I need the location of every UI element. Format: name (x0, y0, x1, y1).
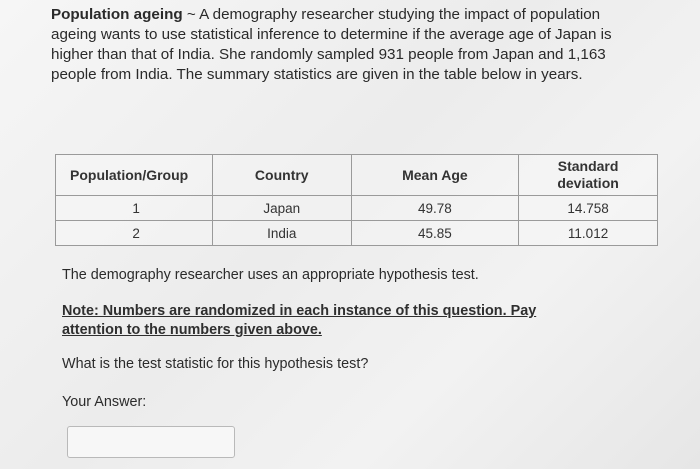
cell-group: 2 (56, 221, 213, 246)
question-intro (51, 5, 631, 85)
randomization-note: Note: Numbers are randomized in each instance of this question. Pay attention to the numbers given above. (62, 303, 537, 338)
topic-label: Population ageing (51, 6, 183, 23)
table-row (56, 221, 658, 246)
cell-mean-age: 49.78 (351, 196, 519, 221)
summary-statistics-table (55, 154, 658, 246)
intro-text: A demography researcher studying the impact of population ageing wants to use statistical inference to determine if the average age of Japan is higher than that of India. She randomly sampled 931 people from Japan and 1,163 people from India. The summary statistics are given in the table below in years. (51, 6, 612, 83)
cell-country: India (212, 221, 351, 246)
table-header-row (56, 155, 658, 196)
header-population-group: Population/Group (56, 155, 213, 196)
header-country: Country (212, 155, 351, 196)
topic-separator: ~ (182, 6, 200, 23)
question-prompt: What is the test statistic for this hypothesis test? (62, 356, 369, 372)
header-mean-age: Mean Age (351, 155, 519, 196)
cell-mean-age: 45.85 (351, 221, 519, 246)
cell-standard-deviation: 11.012 (519, 221, 658, 246)
test-sentence: The demography researcher uses an appropriate hypothesis test. (62, 267, 479, 283)
table-row (56, 196, 658, 221)
cell-standard-deviation: 14.758 (519, 196, 658, 221)
header-sd-text: Standard deviation (557, 158, 619, 191)
cell-country: Japan (212, 196, 351, 221)
header-standard-deviation (519, 155, 658, 196)
answer-label: Your Answer: (62, 394, 147, 410)
answer-input[interactable] (67, 426, 235, 458)
cell-group: 1 (56, 196, 213, 221)
